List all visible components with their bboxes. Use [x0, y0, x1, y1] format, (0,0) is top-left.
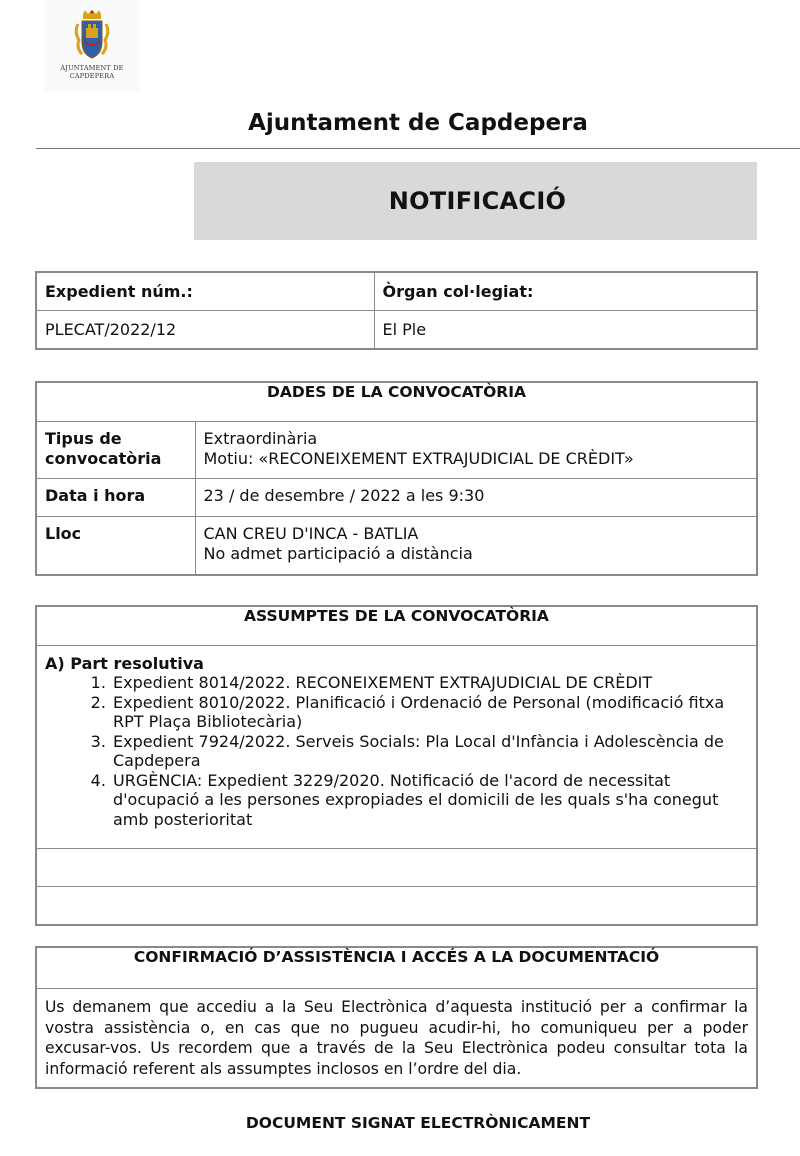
organ-label: Òrgan col·legiat:	[374, 272, 757, 311]
title-divider	[36, 148, 800, 149]
convocation-type: Extraordinària	[203, 429, 318, 448]
document-type-title: NOTIFICACIÓ	[388, 187, 567, 215]
logo-caption: AJUNTAMENT DE CAPDEPERA	[60, 64, 124, 80]
electronic-signature-note: DOCUMENT SIGNAT ELECTRÒNICAMENT	[245, 1114, 591, 1132]
location-value	[195, 517, 757, 575]
convocation-reason: Motiu: «RECONEIXEMENT EXTRAJUDICIAL DE CRÈDIT»	[203, 449, 634, 468]
date-time-label: Data i hora	[36, 479, 195, 517]
attendance-confirmation-text: Us demanem que accediu a la Seu Electrònica d’aquesta institució per a confirmar la vostra assistència o, en cas que no pugueu acudir-hi, ho comuniqueu per a poder excusar-vos. Us recordem que a través de la Seu Electrònica podeu consultar tota la informació referent als assumptes inclosos en l’ordre del dia.	[36, 989, 757, 1089]
convocation-type-value	[195, 422, 757, 479]
location-name: CAN CREU D'INCA - BATLIA	[203, 524, 419, 543]
convocation-details-heading: DADES DE LA CONVOCATÒRIA	[36, 382, 757, 422]
agenda-items-table	[35, 605, 758, 926]
agenda-items-cell	[36, 646, 757, 849]
agenda-item: 2. Expedient 8010/2022. Planificació i Ordenació de Personal (modificació fitxa RPT Plaça Bibliotecària)	[111, 693, 748, 732]
convocation-type-label: Tipus de convocatòria	[36, 422, 195, 479]
date-time-value: 23 / de desembre / 2022 a les 9:30	[195, 479, 757, 517]
agenda-item: 1. Expedient 8014/2022. RECONEIXEMENT EXTRAJUDICIAL DE CRÈDIT	[111, 673, 748, 693]
convocation-details-table	[35, 381, 758, 576]
empty-row	[36, 887, 757, 926]
expedient-number-value: PLECAT/2022/12	[36, 311, 374, 350]
organ-value: El Ple	[374, 311, 757, 350]
attendance-confirmation-heading: CONFIRMACIÓ D’ASSISTÈNCIA I ACCÉS A LA DOCUMENTACIÓ	[36, 947, 757, 989]
agenda-item: 4. URGÈNCIA: Expedient 3229/2020. Notificació de l'acord de necessitat d'ocupació a les persones expropiades el domicili de les quals s'ha conegut amb posterioritat	[111, 771, 748, 830]
location-label: Lloc	[36, 517, 195, 575]
empty-row	[36, 849, 757, 887]
expedient-table	[35, 271, 758, 350]
municipal-logo	[44, 0, 140, 92]
agenda-items-heading: ASSUMPTES DE LA CONVOCATÒRIA	[36, 606, 757, 646]
agenda-section-title: A) Part resolutiva	[45, 654, 204, 673]
agenda-item: 3. Expedient 7924/2022. Serveis Socials: Pla Local d'Infància i Adolescència de Capdepera	[111, 732, 748, 771]
agenda-items-list	[45, 673, 748, 829]
attendance-confirmation-table	[35, 946, 758, 1089]
coat-of-arms-icon	[74, 10, 110, 62]
organization-title: Ajuntament de Capdepera	[248, 110, 588, 136]
expedient-number-label: Expedient núm.:	[36, 272, 374, 311]
notification-banner	[194, 162, 757, 240]
remote-participation-note: No admet participació a distància	[203, 544, 473, 563]
